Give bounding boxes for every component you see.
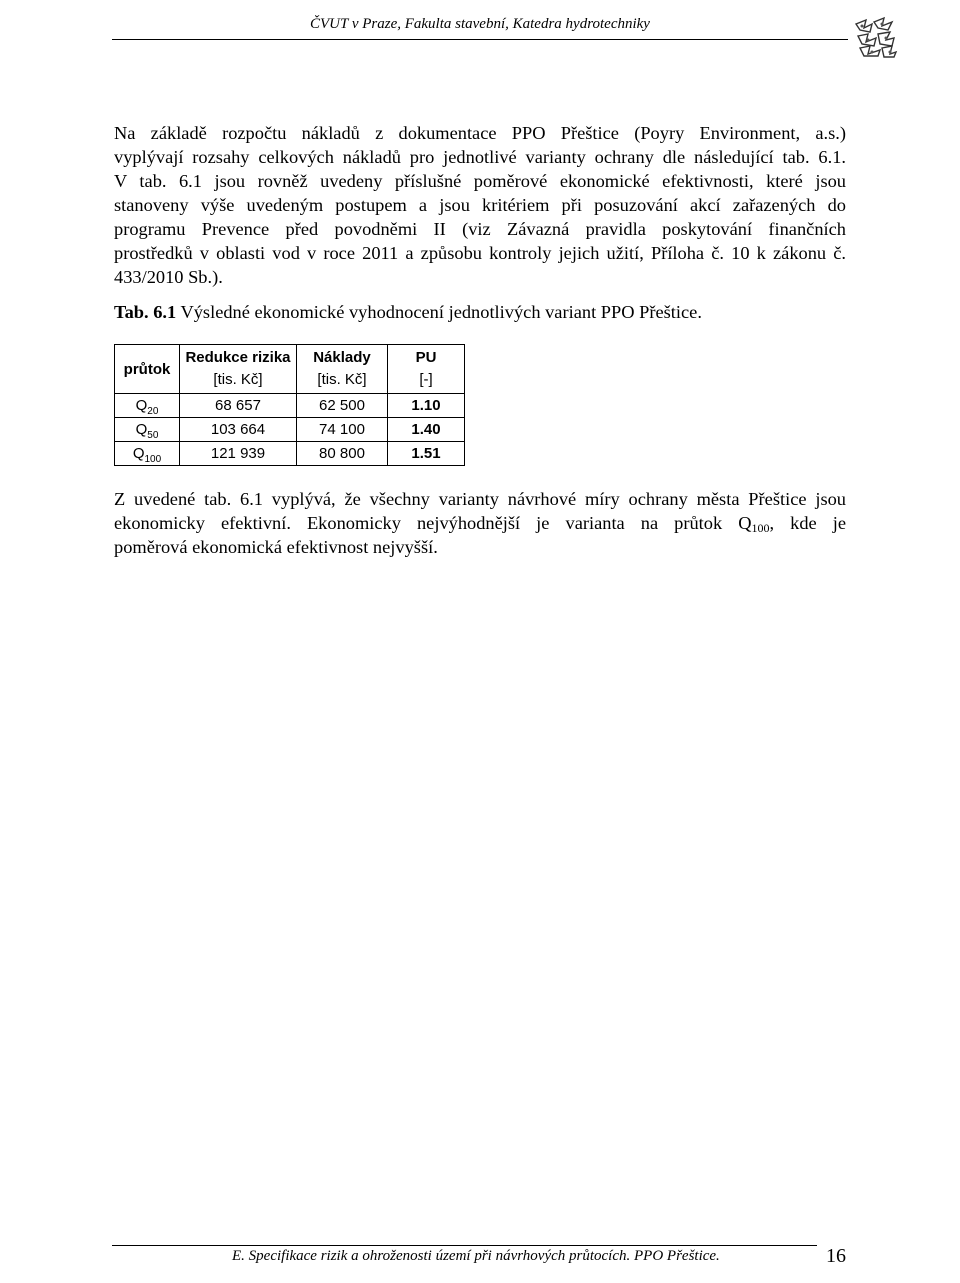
table-caption	[114, 300, 846, 324]
running-header: ČVUT v Praze, Fakulta stavební, Katedra hydrotechniky	[310, 16, 650, 32]
footer-rule	[112, 1245, 817, 1246]
intro-line: stanoveny výše uvedeným postupem a jsou kritériem při posuzování akcí zařazených do	[114, 195, 846, 215]
conclusion-line: poměrová ekonomická efektivnost nejvyšší.	[114, 537, 438, 557]
pu-cell: 1.40	[388, 418, 465, 442]
intro-line: prostředků v oblasti vod v roce 2011 a způsobu kontroly jejich užití, Příloha č. 10 k zákonu č.	[114, 243, 846, 263]
flow-cell: $Q_{100}$	[115, 442, 180, 466]
intro-line: programu Prevence před povodněmi II (viz Závazná pravidla poskytování finančních	[114, 219, 846, 239]
pu-cell: 1.51	[388, 442, 465, 466]
flow-cell: $Q_{50}$	[115, 418, 180, 442]
conclusion-line: Z uvedené tab. 6.1 vyplývá, že všechny varianty návrhové míry ochrany města Přeštice jsou	[114, 489, 846, 509]
costs-cell: 74 100	[297, 418, 388, 442]
page-number: 16	[826, 1245, 846, 1267]
conclusion-paragraph	[114, 487, 846, 559]
caption-text: Výsledné ekonomické vyhodnocení jednotlivých variant PPO Přeštice.	[176, 302, 702, 322]
header-cell-pu: PU [-]	[388, 345, 465, 394]
intro-paragraph	[114, 121, 846, 289]
intro-line: Na základě rozpočtu nákladů z dokumentace PPO Přeštice (Poyry Environment, a.s.)	[114, 123, 846, 143]
header-rule	[112, 39, 848, 40]
header-cell-reduction: Redukce rizika [tis. Kč]	[180, 345, 297, 394]
university-logo-icon	[852, 16, 898, 58]
intro-line: vyplývají rozsahy celkových nákladů pro jednotlivé varianty ochrany dle následující tab. 6.1.	[114, 147, 846, 167]
header-cell-costs: Náklady [tis. Kč]	[297, 345, 388, 394]
running-footer: E. Specifikace rizik a ohroženosti území při návrhových průtocích. PPO Přeštice.	[232, 1248, 720, 1264]
table-header-row	[115, 345, 465, 394]
pu-cell: 1.10	[388, 394, 465, 418]
caption-label: Tab. 6.1	[114, 302, 177, 322]
reduction-cell: 68 657	[180, 394, 297, 418]
costs-cell: 62 500	[297, 394, 388, 418]
header-cell-flow: průtok	[115, 345, 180, 394]
intro-line: 433/2010 Sb.).	[114, 267, 223, 287]
flow-cell: $Q_{20}$	[115, 394, 180, 418]
reduction-cell: 121 939	[180, 442, 297, 466]
evaluation-table	[114, 344, 465, 466]
table-row	[115, 442, 465, 466]
costs-cell: 80 800	[297, 442, 388, 466]
conclusion-line: ekonomicky efektivní. Ekonomicky nejvýhodnější je varianta na průtok Q100, kde je	[114, 513, 846, 535]
intro-line: V tab. 6.1 jsou rovněž uvedeny příslušné poměrové ekonomické efektivnosti, které jsou	[114, 171, 846, 191]
table-row	[115, 418, 465, 442]
table-row	[115, 394, 465, 418]
reduction-cell: 103 664	[180, 418, 297, 442]
